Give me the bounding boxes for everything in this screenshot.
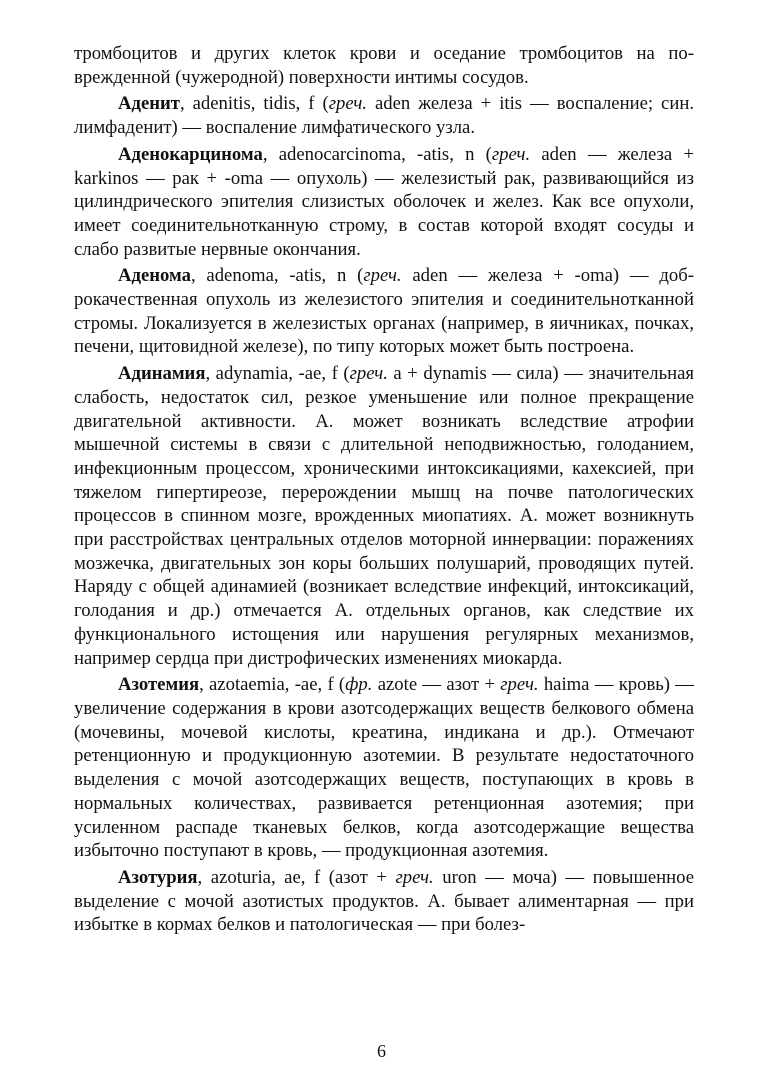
language-abbreviation: греч. (349, 363, 388, 385)
entry-text: azote — азот + (372, 674, 501, 696)
glossary-entries (74, 92, 694, 937)
language-abbreviation: греч. (328, 93, 367, 115)
language-abbreviation: греч. (491, 143, 531, 165)
entry-text: , adenoma, -atis, n ( (190, 265, 364, 287)
glossary-entry (74, 143, 694, 262)
entry-text: , azotaemia, -ae, f ( (199, 674, 346, 696)
page-number: 6 (377, 1041, 386, 1061)
language-abbreviation: греч. (395, 866, 434, 888)
entry-term: Азотурия (118, 866, 198, 888)
entry-term: Аденокарцинома (118, 143, 263, 165)
entry-text: , adenitis, tidis, f ( (179, 93, 329, 115)
language-abbreviation: греч. (363, 265, 402, 287)
article-body (74, 42, 694, 937)
entry-text: a + dynamis — сила) — значительная слабость, недостаток сил, резкое уменьшение или полное прекращение двигательной активности. А. может возникать вследствие атрофии мышечной системы в связи с длительной неподвижностью, голоданием, инфекционным процессом, хроническими интоксикациями, кахексией, при тяжелом гипертиреозе, перерождении мышц на почве патологических процессов в спинном мозге, врожденных миопатиях. А. может возникнуть при расстройствах центральных отделов моторной иннервации: поражениях мозжечка, двигательных зон коры больших полушарий, проводящих путей. Наряду с общей адинамией (возникает вследствие инфекций, интоксикаций, голодания и др.) отмечается А. отдельных органов, как следствие их функционального истощения или нарушения регулярных механизмов, например сердца при дистрофических изменениях миокарда. (74, 363, 694, 669)
glossary-entry (74, 866, 694, 937)
glossary-entry (74, 362, 694, 670)
entry-term: Аденома (118, 265, 191, 287)
entry-text: , adenocarcinoma, -atis, n ( (262, 143, 492, 165)
entry-text: aden — железа + -oma) — доброкачественная опухоль из железистого эпителия и соединительнотканной стромы. Локализуется в железистых органах (например, в яичниках, почках, печени, щитовидной железе), по типу которых может быть построена. (74, 265, 694, 358)
entry-text: haima — кровь) — увеличение содержания в крови азотсодержащих веществ белкового обмена (мочевины, мочевой кислоты, креатина, индикана и др.). Отмечают ретенционную и продукционную азотемии. В результате недостаточного выделения с мочой азотсодержащих веществ, поступающих в кровь в нормальных количествах, развивается ретенционная азотемия; при усиленном распаде тканевых белков, когда азотсодержащие вещества избыточно поступают в кровь, — продукционная азотемия. (74, 674, 694, 862)
entry-term: Аденит (118, 93, 180, 115)
language-abbreviation: греч. (500, 674, 539, 696)
continued-paragraph: тромбоцитов и других клеток крови и оседание тромбоцитов на поврежденной (чужеродной) поверхности интимы сосудов. (74, 43, 694, 88)
entry-text: uron — моча) — повышенное выделение с мочой азотистых продуктов. А. бывает алиментарная — при избытке в кормах белков и патологическая — при болез- (74, 866, 694, 936)
entry-term: Адинамия (118, 363, 206, 385)
glossary-entry (74, 92, 694, 139)
glossary-entry (74, 673, 694, 863)
glossary-entry (74, 264, 694, 359)
entry-text: aden железа + itis — воспаление; син. лимфаденит) — воспаление лимфатического узла. (74, 93, 695, 139)
entry-text: , adynamia, -ae, f ( (205, 363, 350, 385)
entry-text: aden — железа + karkinos — рак + -oma — опухоль) — железистый рак, развивающийся из цилиндрического эпителия слизистых оболочек и желез. Как все опухоли, имеет соединительнотканную строму, в состав которой входят сосуды и слабо развитые нервные окончания. (74, 143, 694, 260)
entry-term: Азотемия (118, 674, 200, 696)
language-abbreviation: фр. (345, 674, 373, 696)
entry-text: , azoturia, ae, f (азот + (197, 866, 396, 888)
